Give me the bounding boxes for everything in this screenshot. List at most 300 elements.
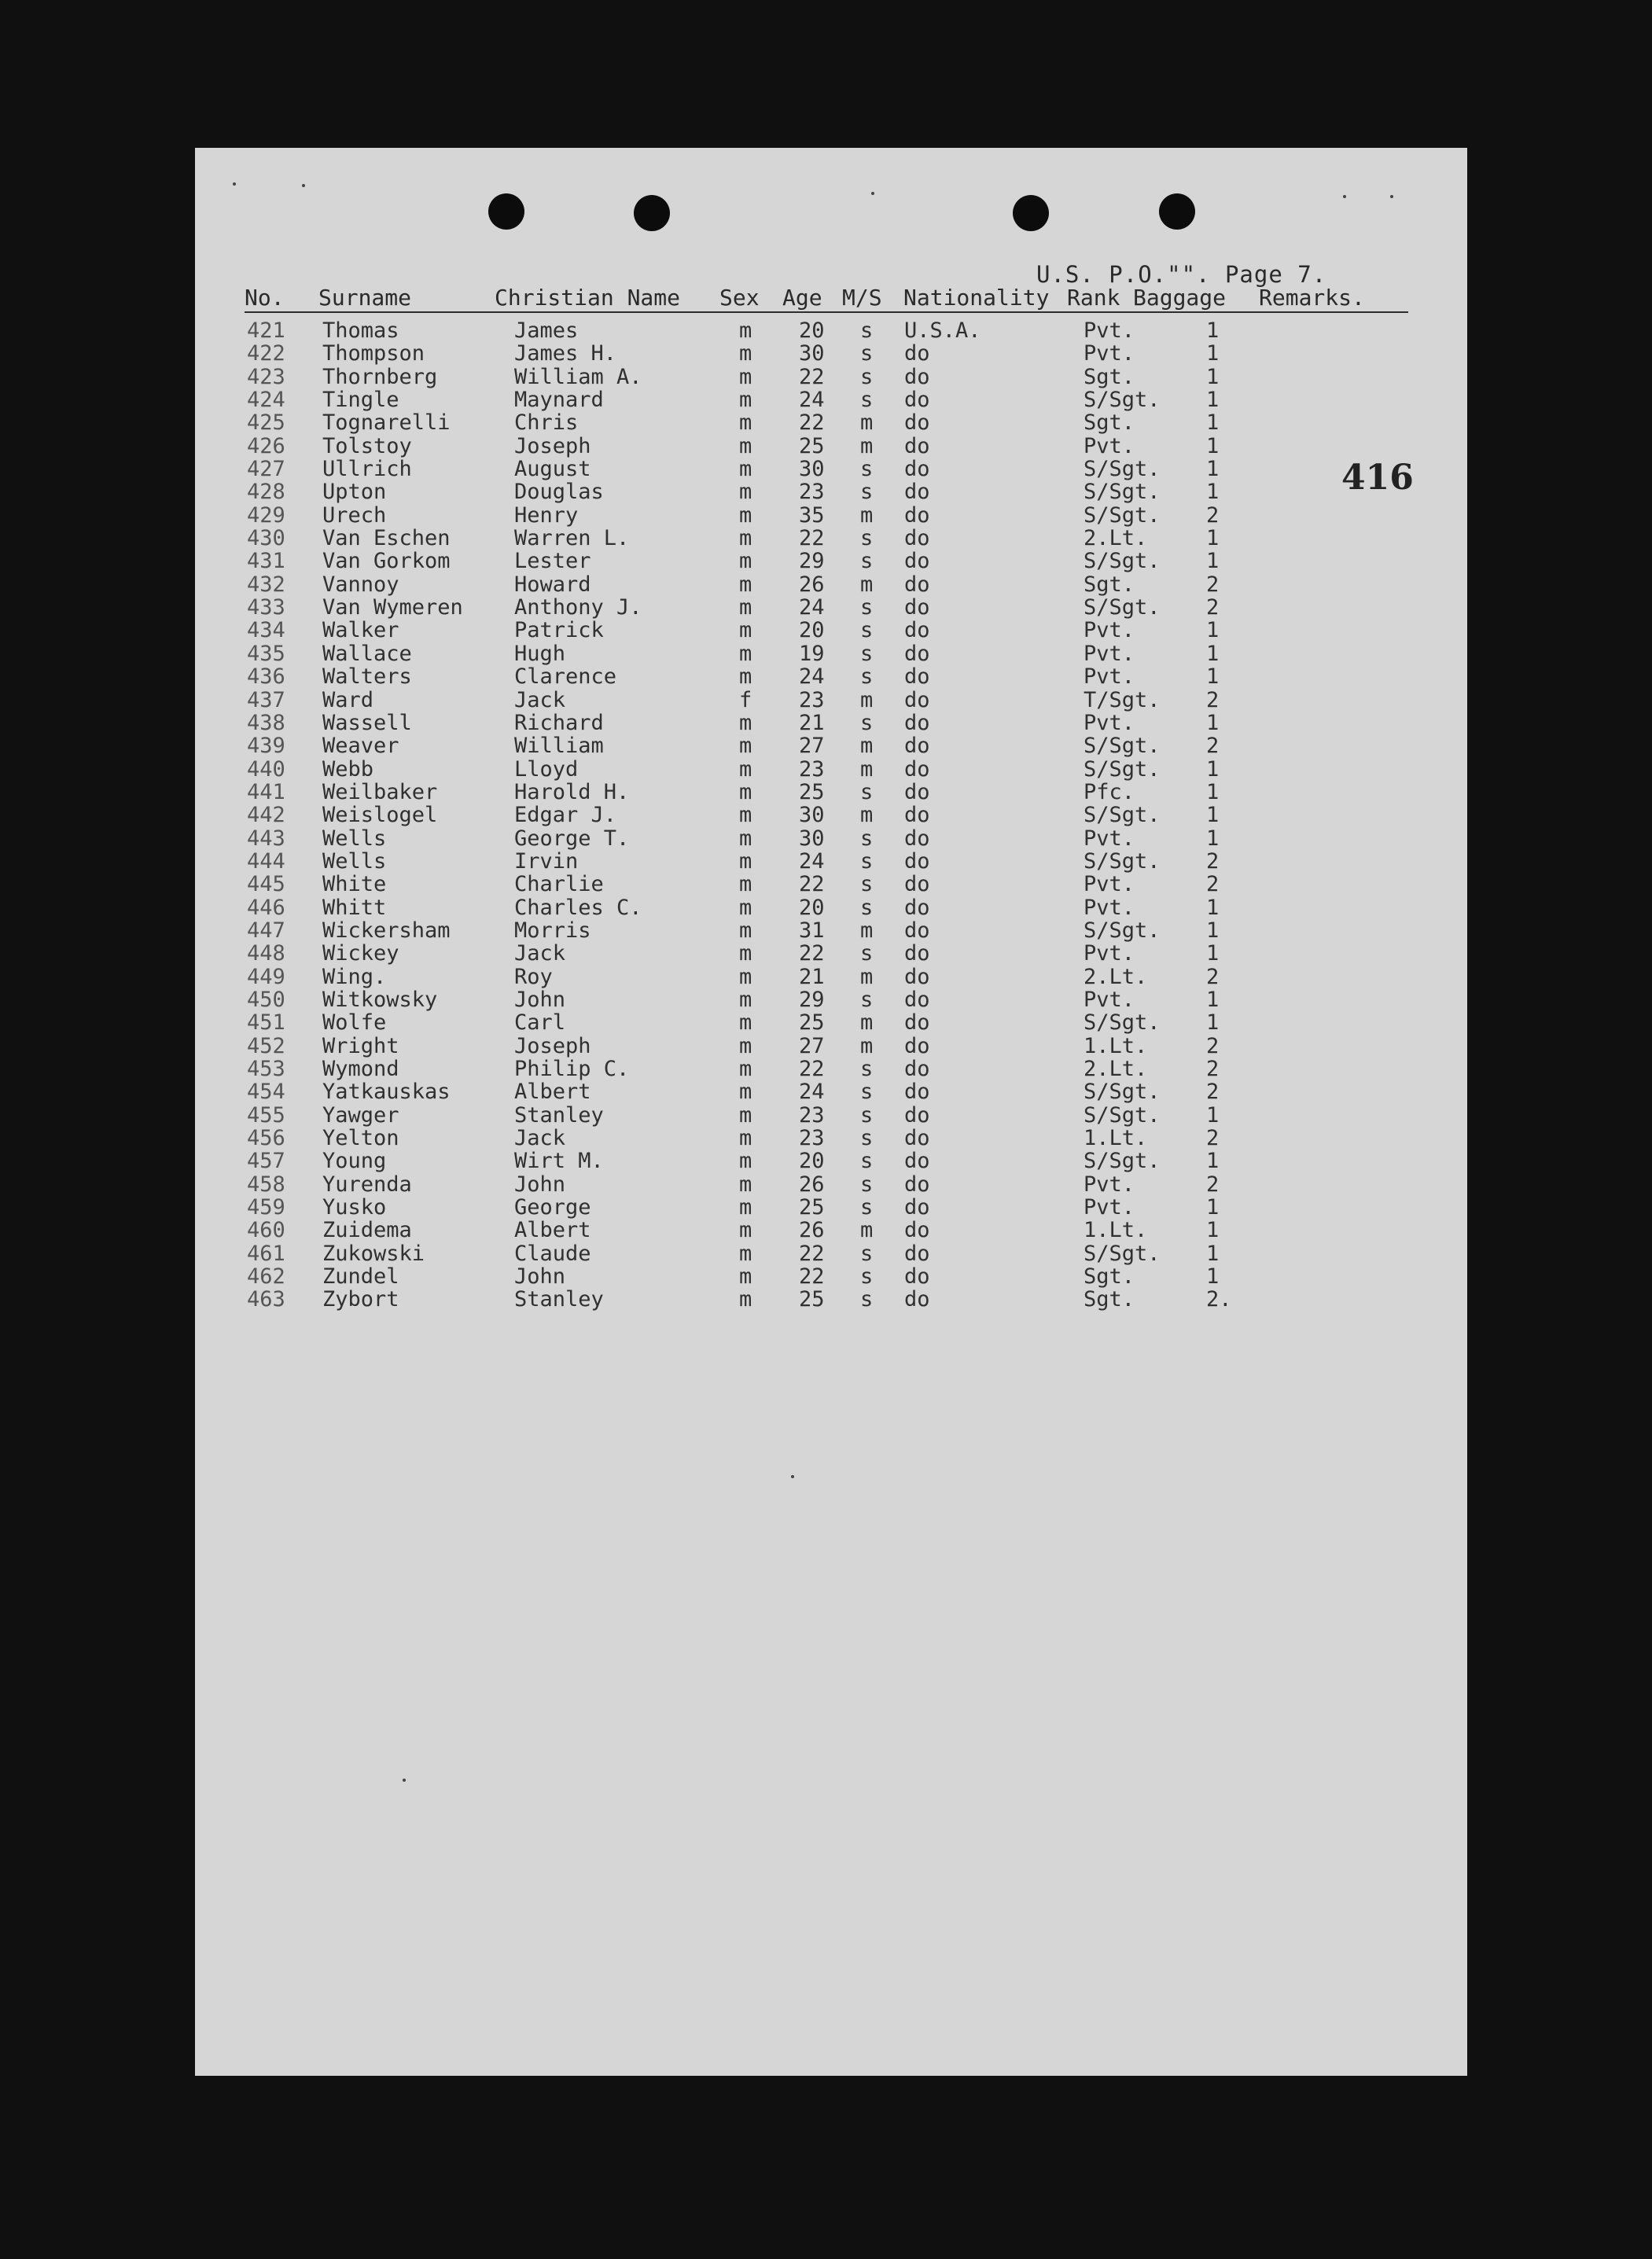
christian-name-cell: John bbox=[514, 1172, 566, 1197]
header-rank: Rank bbox=[1067, 285, 1120, 311]
sex-cell: m bbox=[739, 618, 752, 643]
column-header-row bbox=[245, 285, 1393, 310]
age-cell: 22 bbox=[799, 941, 825, 966]
nationality-cell: do bbox=[904, 848, 930, 874]
christian-name-cell: Anthony J. bbox=[514, 595, 642, 620]
header-surname: Surname bbox=[318, 285, 412, 311]
christian-name-cell: Charlie bbox=[514, 872, 604, 897]
row-number: 430 bbox=[247, 526, 285, 551]
surname-cell: Weilbaker bbox=[322, 779, 438, 804]
baggage-cell: 1 bbox=[1206, 457, 1220, 482]
christian-name-cell: George T. bbox=[514, 826, 630, 851]
row-number: 449 bbox=[247, 964, 285, 989]
baggage-cell: 1 bbox=[1206, 1149, 1220, 1174]
age-cell: 23 bbox=[799, 1102, 825, 1128]
punch-hole bbox=[634, 195, 670, 231]
sex-cell: m bbox=[739, 872, 752, 897]
sex-cell: m bbox=[739, 803, 752, 828]
rank-cell: S/Sgt. bbox=[1084, 803, 1161, 828]
sex-cell: m bbox=[739, 388, 752, 413]
christian-name-cell: Maynard bbox=[514, 388, 604, 413]
nationality-cell: do bbox=[904, 756, 930, 782]
sex-cell: m bbox=[739, 734, 752, 759]
nationality-cell: do bbox=[904, 872, 930, 897]
punch-hole bbox=[488, 193, 524, 230]
age-cell: 26 bbox=[799, 1172, 825, 1197]
rank-cell: S/Sgt. bbox=[1084, 1149, 1161, 1174]
nationality-cell: do bbox=[904, 1033, 930, 1058]
row-number: 431 bbox=[247, 549, 285, 574]
header-remarks: Remarks. bbox=[1259, 285, 1365, 311]
sex-cell: m bbox=[739, 1080, 752, 1105]
rank-cell: Pvt. bbox=[1084, 641, 1135, 666]
nationality-cell: do bbox=[904, 779, 930, 804]
list-row bbox=[195, 619, 1467, 642]
sex-cell: m bbox=[739, 779, 752, 804]
nationality-cell: do bbox=[904, 964, 930, 989]
nationality-cell: do bbox=[904, 572, 930, 597]
christian-name-cell: Jack bbox=[514, 687, 566, 712]
marital-status-cell: s bbox=[860, 1102, 874, 1128]
speck bbox=[791, 1475, 794, 1478]
nationality-cell: do bbox=[904, 734, 930, 759]
marital-status-cell: m bbox=[860, 734, 874, 759]
list-row bbox=[195, 781, 1467, 804]
marital-status-cell: s bbox=[860, 388, 874, 413]
marital-status-cell: s bbox=[860, 1126, 874, 1151]
nationality-cell: do bbox=[904, 457, 930, 482]
rank-cell: S/Sgt. bbox=[1084, 1102, 1161, 1128]
row-number: 423 bbox=[247, 364, 285, 389]
row-number: 446 bbox=[247, 895, 285, 920]
marital-status-cell: s bbox=[860, 549, 874, 574]
row-number: 443 bbox=[247, 826, 285, 851]
marital-status-cell: s bbox=[860, 1195, 874, 1220]
sex-cell: m bbox=[739, 1218, 752, 1243]
list-row bbox=[195, 596, 1467, 619]
surname-cell: Zybort bbox=[322, 1287, 399, 1312]
age-cell: 20 bbox=[799, 618, 825, 643]
christian-name-cell: James bbox=[514, 318, 579, 343]
baggage-cell: 2 bbox=[1206, 1080, 1220, 1105]
christian-name-cell: William A. bbox=[514, 364, 642, 389]
rank-cell: 2.Lt. bbox=[1084, 1057, 1148, 1081]
age-cell: 24 bbox=[799, 848, 825, 874]
row-number: 421 bbox=[247, 318, 285, 343]
christian-name-cell: Warren L. bbox=[514, 526, 630, 551]
christian-name-cell: Joseph bbox=[514, 1033, 591, 1058]
surname-cell: Yurenda bbox=[322, 1172, 412, 1197]
christian-name-cell: Howard bbox=[514, 572, 591, 597]
surname-cell: Wymond bbox=[322, 1057, 399, 1081]
baggage-cell: 2 bbox=[1206, 502, 1220, 528]
rank-cell: Sgt. bbox=[1084, 1287, 1135, 1312]
row-number: 435 bbox=[247, 641, 285, 666]
baggage-cell: 1 bbox=[1206, 1218, 1220, 1243]
marital-status-cell: m bbox=[860, 964, 874, 989]
age-cell: 21 bbox=[799, 710, 825, 735]
nationality-cell: do bbox=[904, 480, 930, 505]
list-row bbox=[195, 1265, 1467, 1288]
surname-cell: Witkowsky bbox=[322, 987, 438, 1012]
marital-status-cell: s bbox=[860, 826, 874, 851]
speck bbox=[233, 182, 236, 186]
baggage-cell: 1 bbox=[1206, 895, 1220, 920]
row-number: 429 bbox=[247, 502, 285, 528]
baggage-cell: 2 bbox=[1206, 572, 1220, 597]
christian-name-cell: John bbox=[514, 1264, 566, 1290]
punch-hole bbox=[1159, 193, 1195, 230]
rank-cell: S/Sgt. bbox=[1084, 734, 1161, 759]
nationality-cell: do bbox=[904, 1102, 930, 1128]
age-cell: 26 bbox=[799, 572, 825, 597]
list-row bbox=[195, 388, 1467, 411]
surname-cell: Ward bbox=[322, 687, 374, 712]
nationality-cell: do bbox=[904, 1195, 930, 1220]
row-number: 462 bbox=[247, 1264, 285, 1290]
list-row bbox=[195, 1242, 1467, 1265]
sex-cell: m bbox=[739, 1195, 752, 1220]
rank-cell: T/Sgt. bbox=[1084, 687, 1161, 712]
age-cell: 29 bbox=[799, 549, 825, 574]
sex-cell: m bbox=[739, 895, 752, 920]
sex-cell: m bbox=[739, 572, 752, 597]
surname-cell: Wickersham bbox=[322, 918, 451, 943]
sex-cell: m bbox=[739, 1172, 752, 1197]
row-number: 436 bbox=[247, 664, 285, 690]
speck bbox=[871, 192, 874, 195]
rank-cell: Pvt. bbox=[1084, 987, 1135, 1012]
surname-cell: Wells bbox=[322, 826, 387, 851]
row-number: 428 bbox=[247, 480, 285, 505]
age-cell: 22 bbox=[799, 410, 825, 436]
row-number: 452 bbox=[247, 1033, 285, 1058]
age-cell: 22 bbox=[799, 364, 825, 389]
surname-cell: Tingle bbox=[322, 388, 399, 413]
sex-cell: f bbox=[739, 687, 752, 712]
surname-cell: Tognarelli bbox=[322, 410, 451, 436]
age-cell: 22 bbox=[799, 872, 825, 897]
surname-cell: Zukowski bbox=[322, 1241, 425, 1266]
surname-cell: Weaver bbox=[322, 734, 399, 759]
rank-cell: S/Sgt. bbox=[1084, 918, 1161, 943]
row-number: 422 bbox=[247, 341, 285, 366]
baggage-cell: 1 bbox=[1206, 756, 1220, 782]
nationality-cell: do bbox=[904, 1080, 930, 1105]
rank-cell: S/Sgt. bbox=[1084, 502, 1161, 528]
header-sex: Sex bbox=[719, 285, 760, 311]
speck bbox=[302, 184, 305, 187]
marital-status-cell: s bbox=[860, 779, 874, 804]
sex-cell: m bbox=[739, 987, 752, 1012]
baggage-cell: 2. bbox=[1206, 1287, 1232, 1312]
marital-status-cell: m bbox=[860, 572, 874, 597]
row-number: 463 bbox=[247, 1287, 285, 1312]
baggage-cell: 1 bbox=[1206, 388, 1220, 413]
sex-cell: m bbox=[739, 1264, 752, 1290]
row-number: 453 bbox=[247, 1057, 285, 1081]
age-cell: 22 bbox=[799, 526, 825, 551]
nationality-cell: do bbox=[904, 618, 930, 643]
document-page bbox=[195, 148, 1467, 2076]
marital-status-cell: m bbox=[860, 433, 874, 458]
nationality-cell: do bbox=[904, 803, 930, 828]
baggage-cell: 1 bbox=[1206, 710, 1220, 735]
marital-status-cell: s bbox=[860, 1241, 874, 1266]
row-number: 448 bbox=[247, 941, 285, 966]
christian-name-cell: James H. bbox=[514, 341, 617, 366]
christian-name-cell: Morris bbox=[514, 918, 591, 943]
list-row bbox=[195, 942, 1467, 965]
row-number: 426 bbox=[247, 433, 285, 458]
marital-status-cell: m bbox=[860, 803, 874, 828]
surname-cell: Wassell bbox=[322, 710, 412, 735]
rank-cell: S/Sgt. bbox=[1084, 1080, 1161, 1105]
christian-name-cell: August bbox=[514, 457, 591, 482]
surname-cell: Thompson bbox=[322, 341, 425, 366]
baggage-cell: 1 bbox=[1206, 480, 1220, 505]
surname-cell: Van Eschen bbox=[322, 526, 451, 551]
list-row bbox=[195, 527, 1467, 550]
list-row bbox=[195, 1150, 1467, 1172]
sex-cell: m bbox=[739, 433, 752, 458]
baggage-cell: 1 bbox=[1206, 549, 1220, 574]
rank-cell: Pvt. bbox=[1084, 941, 1135, 966]
baggage-cell: 1 bbox=[1206, 318, 1220, 343]
rank-cell: S/Sgt. bbox=[1084, 388, 1161, 413]
baggage-cell: 1 bbox=[1206, 364, 1220, 389]
row-number: 456 bbox=[247, 1126, 285, 1151]
marital-status-cell: s bbox=[860, 1287, 874, 1312]
nationality-cell: do bbox=[904, 895, 930, 920]
christian-name-cell: Stanley bbox=[514, 1102, 604, 1128]
list-row bbox=[195, 919, 1467, 942]
sex-cell: m bbox=[739, 549, 752, 574]
list-row bbox=[195, 1173, 1467, 1196]
nationality-cell: do bbox=[904, 1264, 930, 1290]
nationality-cell: do bbox=[904, 1126, 930, 1151]
baggage-cell: 2 bbox=[1206, 734, 1220, 759]
surname-cell: Whitt bbox=[322, 895, 387, 920]
age-cell: 24 bbox=[799, 664, 825, 690]
age-cell: 25 bbox=[799, 433, 825, 458]
rank-cell: S/Sgt. bbox=[1084, 595, 1161, 620]
list-row bbox=[195, 366, 1467, 388]
baggage-cell: 2 bbox=[1206, 1057, 1220, 1081]
surname-cell: Weislogel bbox=[322, 803, 438, 828]
age-cell: 30 bbox=[799, 803, 825, 828]
age-cell: 25 bbox=[799, 1287, 825, 1312]
age-cell: 20 bbox=[799, 895, 825, 920]
list-row bbox=[195, 689, 1467, 712]
age-cell: 22 bbox=[799, 1057, 825, 1081]
header-ms: M/S bbox=[842, 285, 882, 311]
rank-cell: Pvt. bbox=[1084, 895, 1135, 920]
speck bbox=[1390, 195, 1393, 198]
marital-status-cell: s bbox=[860, 1172, 874, 1197]
rank-cell: 1.Lt. bbox=[1084, 1126, 1148, 1151]
nationality-cell: do bbox=[904, 641, 930, 666]
sex-cell: m bbox=[739, 457, 752, 482]
marital-status-cell: s bbox=[860, 364, 874, 389]
punch-hole bbox=[1013, 195, 1049, 231]
row-number: 432 bbox=[247, 572, 285, 597]
nationality-cell: do bbox=[904, 664, 930, 690]
age-cell: 35 bbox=[799, 502, 825, 528]
rank-cell: S/Sgt. bbox=[1084, 480, 1161, 505]
rank-cell: Sgt. bbox=[1084, 1264, 1135, 1290]
sex-cell: m bbox=[739, 826, 752, 851]
age-cell: 25 bbox=[799, 1010, 825, 1036]
list-row bbox=[195, 850, 1467, 873]
row-number: 437 bbox=[247, 687, 285, 712]
header-age: Age bbox=[782, 285, 822, 311]
nationality-cell: do bbox=[904, 1287, 930, 1312]
surname-cell: Van Wymeren bbox=[322, 595, 463, 620]
age-cell: 21 bbox=[799, 964, 825, 989]
nationality-cell: do bbox=[904, 1218, 930, 1243]
age-cell: 22 bbox=[799, 1264, 825, 1290]
surname-cell: Tolstoy bbox=[322, 433, 412, 458]
sex-cell: m bbox=[739, 595, 752, 620]
christian-name-cell: Richard bbox=[514, 710, 604, 735]
surname-cell: Wright bbox=[322, 1033, 399, 1058]
list-row bbox=[195, 734, 1467, 757]
marital-status-cell: s bbox=[860, 664, 874, 690]
marital-status-cell: s bbox=[860, 872, 874, 897]
row-number: 450 bbox=[247, 987, 285, 1012]
christian-name-cell: Philip C. bbox=[514, 1057, 630, 1081]
list-row bbox=[195, 758, 1467, 781]
surname-cell: Zuidema bbox=[322, 1218, 412, 1243]
list-row bbox=[195, 1011, 1467, 1034]
nationality-cell: do bbox=[904, 1010, 930, 1036]
list-row bbox=[195, 1080, 1467, 1103]
christian-name-cell: Jack bbox=[514, 1126, 566, 1151]
baggage-cell: 2 bbox=[1206, 687, 1220, 712]
age-cell: 25 bbox=[799, 779, 825, 804]
sex-cell: m bbox=[739, 848, 752, 874]
marital-status-cell: s bbox=[860, 457, 874, 482]
surname-cell: Yatkauskas bbox=[322, 1080, 451, 1105]
rank-cell: 2.Lt. bbox=[1084, 964, 1148, 989]
nationality-cell: U.S.A. bbox=[904, 318, 981, 343]
row-number: 439 bbox=[247, 734, 285, 759]
surname-cell: Yelton bbox=[322, 1126, 399, 1151]
marital-status-cell: m bbox=[860, 502, 874, 528]
sex-cell: m bbox=[739, 1102, 752, 1128]
marital-status-cell: m bbox=[860, 918, 874, 943]
list-row bbox=[195, 827, 1467, 850]
baggage-cell: 1 bbox=[1206, 803, 1220, 828]
marital-status-cell: m bbox=[860, 1218, 874, 1243]
row-number: 438 bbox=[247, 710, 285, 735]
surname-cell: Wells bbox=[322, 848, 387, 874]
page-reference: U.S. P.O."". Page 7. bbox=[1036, 261, 1327, 288]
surname-cell: White bbox=[322, 872, 387, 897]
surname-cell: Wickey bbox=[322, 941, 399, 966]
age-cell: 24 bbox=[799, 595, 825, 620]
nationality-cell: do bbox=[904, 710, 930, 735]
row-number: 459 bbox=[247, 1195, 285, 1220]
baggage-cell: 2 bbox=[1206, 1172, 1220, 1197]
christian-name-cell: Stanley bbox=[514, 1287, 604, 1312]
surname-cell: Ullrich bbox=[322, 457, 412, 482]
marital-status-cell: m bbox=[860, 687, 874, 712]
row-number: 460 bbox=[247, 1218, 285, 1243]
list-row bbox=[195, 712, 1467, 734]
marital-status-cell: m bbox=[860, 756, 874, 782]
marital-status-cell: s bbox=[860, 318, 874, 343]
header-baggage: Baggage bbox=[1133, 285, 1227, 311]
christian-name-cell: Albert bbox=[514, 1080, 591, 1105]
surname-cell: Wing. bbox=[322, 964, 387, 989]
christian-name-cell: Hugh bbox=[514, 641, 566, 666]
sex-cell: m bbox=[739, 410, 752, 436]
baggage-cell: 1 bbox=[1206, 941, 1220, 966]
marital-status-cell: s bbox=[860, 641, 874, 666]
row-number: 433 bbox=[247, 595, 285, 620]
marital-status-cell: s bbox=[860, 1149, 874, 1174]
nationality-cell: do bbox=[904, 502, 930, 528]
age-cell: 30 bbox=[799, 826, 825, 851]
nationality-cell: do bbox=[904, 388, 930, 413]
nationality-cell: do bbox=[904, 410, 930, 436]
list-row bbox=[195, 550, 1467, 572]
nationality-cell: do bbox=[904, 826, 930, 851]
surname-cell: Thornberg bbox=[322, 364, 438, 389]
list-row bbox=[195, 1058, 1467, 1080]
baggage-cell: 1 bbox=[1206, 664, 1220, 690]
sex-cell: m bbox=[739, 1126, 752, 1151]
baggage-cell: 2 bbox=[1206, 595, 1220, 620]
age-cell: 27 bbox=[799, 734, 825, 759]
rank-cell: 2.Lt. bbox=[1084, 526, 1148, 551]
marital-status-cell: s bbox=[860, 895, 874, 920]
rank-cell: Pvt. bbox=[1084, 826, 1135, 851]
speck bbox=[403, 1779, 406, 1782]
marital-status-cell: s bbox=[860, 341, 874, 366]
list-row bbox=[195, 458, 1467, 480]
age-cell: 30 bbox=[799, 457, 825, 482]
christian-name-cell: Charles C. bbox=[514, 895, 642, 920]
rank-cell: Pvt. bbox=[1084, 1195, 1135, 1220]
rank-cell: 1.Lt. bbox=[1084, 1218, 1148, 1243]
row-number: 454 bbox=[247, 1080, 285, 1105]
row-number: 455 bbox=[247, 1102, 285, 1128]
row-number: 442 bbox=[247, 803, 285, 828]
list-row bbox=[195, 435, 1467, 458]
christian-name-cell: Roy bbox=[514, 964, 553, 989]
nationality-cell: do bbox=[904, 1057, 930, 1081]
list-row bbox=[195, 1288, 1467, 1311]
row-number: 427 bbox=[247, 457, 285, 482]
age-cell: 23 bbox=[799, 1126, 825, 1151]
nationality-cell: do bbox=[904, 549, 930, 574]
marital-status-cell: s bbox=[860, 848, 874, 874]
marital-status-cell: s bbox=[860, 1080, 874, 1105]
age-cell: 23 bbox=[799, 687, 825, 712]
baggage-cell: 1 bbox=[1206, 1195, 1220, 1220]
list-row bbox=[195, 873, 1467, 896]
nationality-cell: do bbox=[904, 433, 930, 458]
marital-status-cell: s bbox=[860, 1057, 874, 1081]
christian-name-cell: Albert bbox=[514, 1218, 591, 1243]
row-number: 425 bbox=[247, 410, 285, 436]
header-no: No. bbox=[245, 285, 285, 311]
rank-cell: S/Sgt. bbox=[1084, 848, 1161, 874]
list-row bbox=[195, 480, 1467, 503]
